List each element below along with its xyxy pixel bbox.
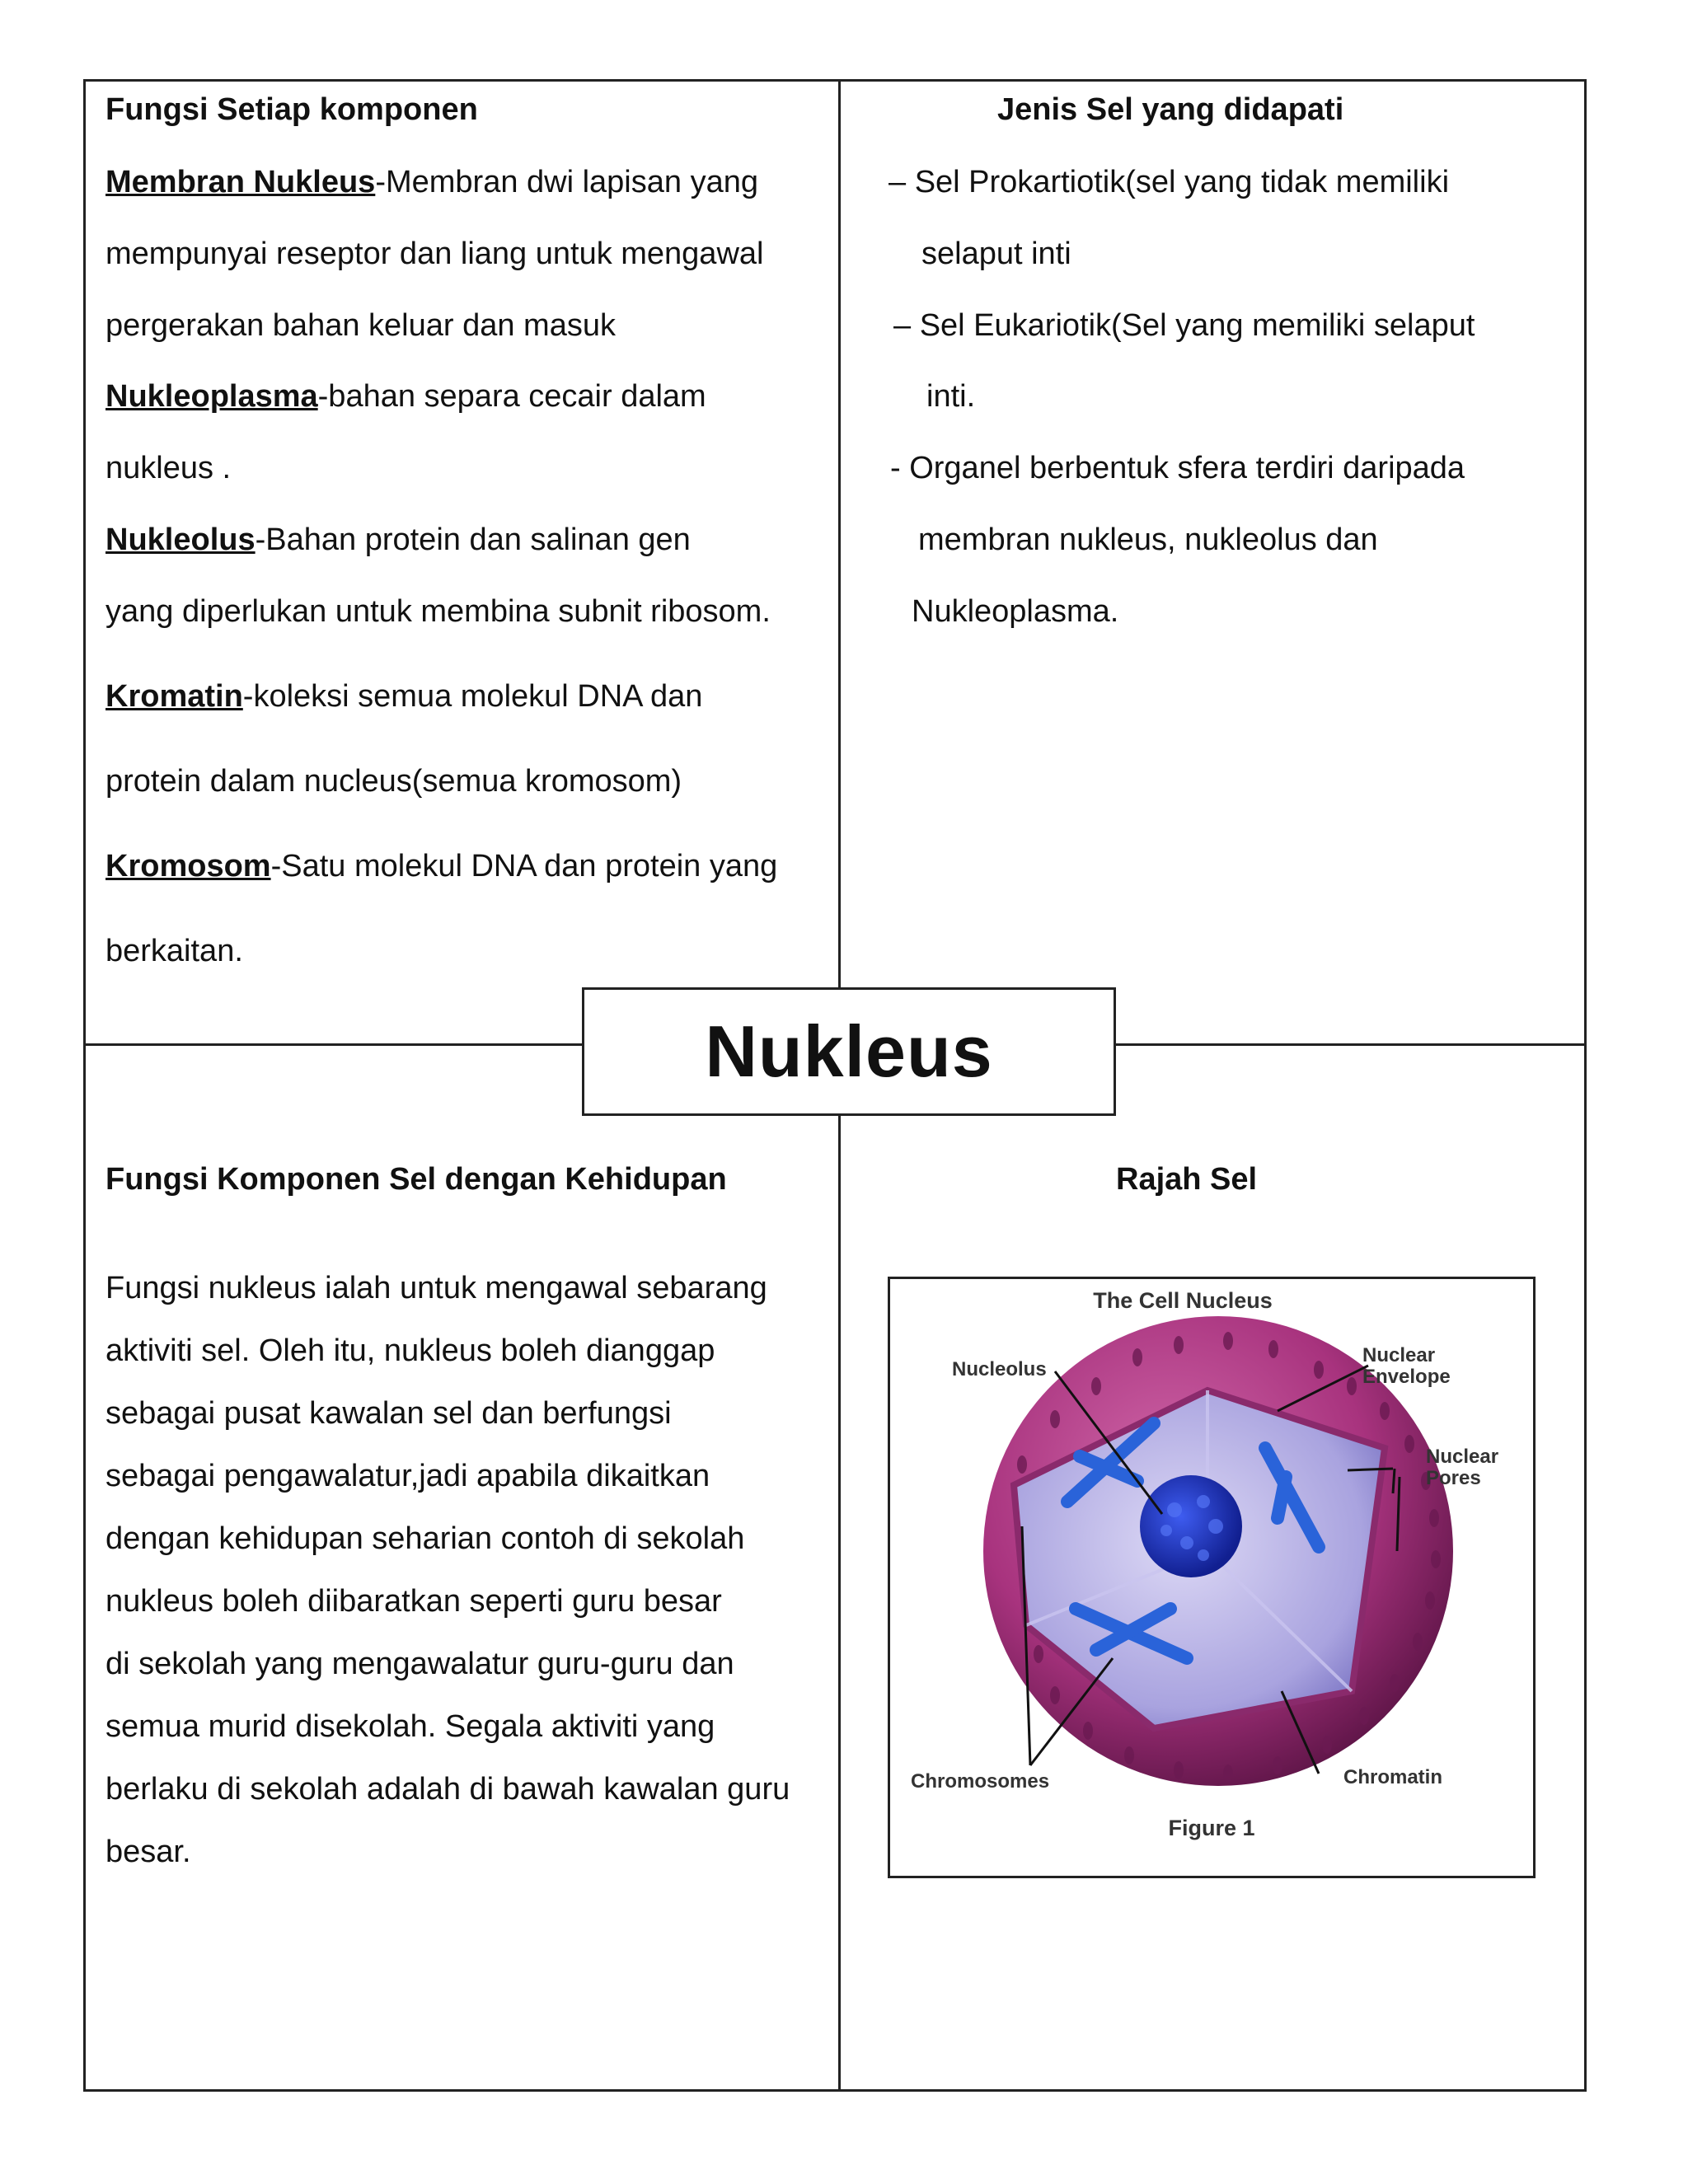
q2-line: – Sel Prokartiotik(sel yang tidak memiliki [889,165,1450,199]
label-nucleolus: Nucleolus [952,1358,1047,1380]
q3-line: berlaku di sekolah adalah di bawah kawalan guru [106,1772,790,1807]
label-nuclear-pores-1: Nuclear [1426,1446,1499,1468]
q3-line: sebagai pengawalatur,jadi apabila dikaitkan [106,1459,710,1493]
q3-line: nukleus boleh diibaratkan seperti guru besar [106,1584,722,1619]
cell-nucleus-illustration [890,1279,1533,1876]
q4-heading: Rajah Sel [1116,1162,1258,1197]
q3-line: aktiviti sel. Oleh itu, nukleus boleh dianggap [106,1333,715,1368]
figure-title: The Cell Nucleus [1093,1288,1273,1313]
cell-nucleus-figure [888,1277,1536,1878]
q2-line: – Sel Eukariotik(Sel yang memiliki selaput [893,308,1475,343]
label-nuclear-envelope-2: Envelope [1362,1366,1451,1388]
q1-item-nucleoplasm: Nukleoplasma-bahan separa cecair dalam [106,379,706,414]
figure-caption: Figure 1 [1168,1816,1255,1840]
label-nuclear-pores-2: Pores [1426,1467,1481,1489]
label-nuclear-envelope-1: Nuclear [1362,1344,1436,1366]
label-chromatin: Chromatin [1343,1766,1442,1788]
q1-item-chromosome-line: berkaitan. [106,934,243,968]
q3-line: dengan kehidupan seharian contoh di sekolah [106,1521,745,1556]
q2-heading: Jenis Sel yang didapati [997,92,1344,127]
q1-item-chromatin: Kromatin-koleksi semua molekul DNA dan [106,679,703,714]
page-title: Nukleus [705,1010,993,1092]
q2-line: Nukleoplasma. [912,594,1119,629]
q1-item-nucleolus: Nukleolus-Bahan protein dan salinan gen [106,523,691,557]
q1-item-chromatin-line: protein dalam nucleus(semua kromosom) [106,764,682,799]
q2-line: membran nukleus, nukleolus dan [918,523,1378,557]
q1-item-membrane-line: pergerakan bahan keluar dan masuk [106,308,616,343]
q3-line: Fungsi nukleus ialah untuk mengawal sebarang [106,1271,767,1305]
q3-line: di sekolah yang mengawalatur guru-guru dan [106,1647,734,1681]
q1-item-membrane-line: mempunyai reseptor dan liang untuk mengawal [106,237,764,271]
q3-heading: Fungsi Komponen Sel dengan Kehidupan [106,1162,727,1197]
q1-item-nucleoplasm-line: nukleus . [106,451,232,485]
q1-item-membrane: Membran Nukleus-Membran dwi lapisan yang [106,165,758,199]
nucleolus-blob [1140,1475,1242,1577]
q2-line: - Organel berbentuk sfera terdiri daripada [890,451,1465,485]
q3-line: besar. [106,1835,191,1869]
q3-line: semua murid disekolah. Segala aktiviti yang [106,1709,715,1744]
label-chromosomes: Chromosomes [911,1770,1050,1793]
q1-item-nucleolus-line: yang diperlukan untuk membina subnit ribosom. [106,594,771,629]
q2-line: selaput inti [921,237,1071,271]
q1-item-chromosome: Kromosom-Satu molekul DNA dan protein yang [106,849,778,883]
center-title-box [582,987,1116,1116]
q1-heading: Fungsi Setiap komponen [106,92,478,127]
q2-line: inti. [926,379,976,414]
q3-line: sebagai pusat kawalan sel dan berfungsi [106,1396,672,1431]
